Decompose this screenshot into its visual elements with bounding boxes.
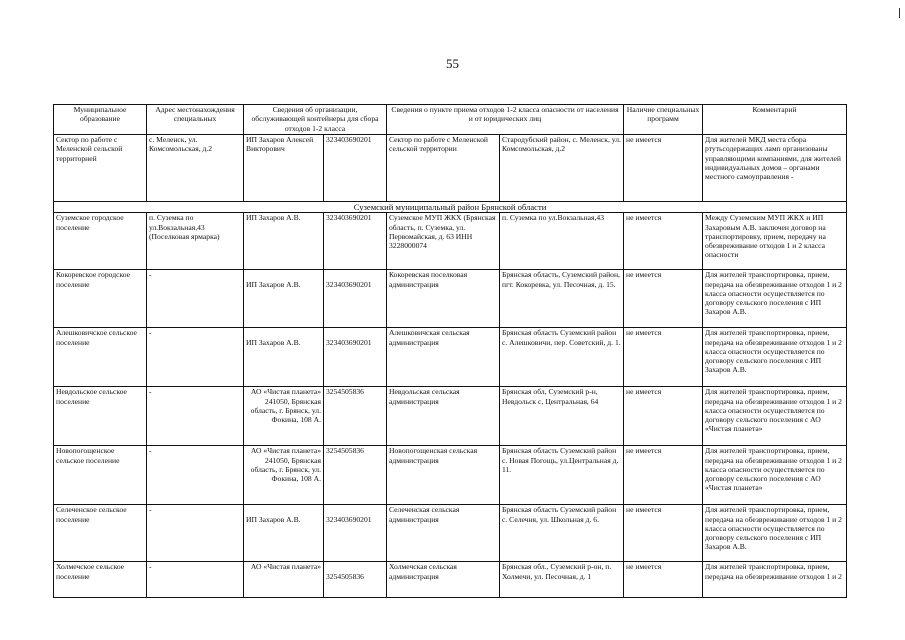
cell-municipality: Холмечское сельское поселение — [54, 562, 147, 598]
cell-point-name: Холмечская сельская администрация — [387, 562, 500, 598]
cell-comment: Для жителей транспортировка, прием, передача на обезвреживание отходов 1 и 2 класса опасности осуществляется по договору сельского поселения с АО «Чистая планета» — [703, 446, 847, 505]
cell-address: - — [147, 505, 244, 562]
cell-address: - — [147, 270, 244, 328]
cell-point-address: Брянская область Суземский район с. Новая Погощь, ул.Центральная д. 11. — [500, 446, 624, 505]
cell-address: - — [147, 328, 244, 387]
cell-point-address: Брянская обл, Суземский р-н, Невдольск с, Центральная, 64 — [500, 387, 624, 446]
region-title: Суземский муниципальный район Брянской области — [54, 202, 847, 213]
cell-organization: ИП Захаров Алексей Викторович — [244, 135, 324, 202]
cell-programs: не имеется — [624, 328, 703, 387]
cell-organization: ИП Захаров А.В. — [244, 270, 324, 328]
cell-comment: Для жителей транспортировка, прием, передача на обезвреживание отходов 1 и 2 класса опасности осуществляется по договору сельского поселения с ИП Захаров А.В. — [703, 328, 847, 387]
cell-programs: не имеется — [624, 505, 703, 562]
cell-point-address: Стародубский район, с. Меленск, ул. Комсомольская, д.2 — [500, 135, 624, 202]
waste-collection-table — [53, 104, 847, 598]
cell-address: с. Меленск, ул. Комсомольская, д.2 — [147, 135, 244, 202]
cell-programs: не имеется — [624, 446, 703, 505]
cell-point-name: Сектор по работе с Меленской сельской территории — [387, 135, 500, 202]
cell-inn: 323403690201 — [324, 270, 387, 328]
table-row — [54, 328, 847, 387]
cell-programs: не имеется — [624, 270, 703, 328]
cell-organization: АО «Чистая планета» 241050, Брянская область, г. Брянск, ул. Фокина, 108 А. — [244, 446, 324, 505]
cell-point-name: Невдольская сельская администрация — [387, 387, 500, 446]
cell-organization: ИП Захаров А.В. — [244, 328, 324, 387]
table-row — [54, 505, 847, 562]
cell-point-address: п. Суземка по ул.Вокзальная,43 — [500, 213, 624, 270]
cell-organization: АО «Чистая планета» 241050, Брянская область, г. Брянск, ул. Фокина, 108 А. — [244, 387, 324, 446]
cell-municipality: Кокоревское городское поселение — [54, 270, 147, 328]
cell-municipality: Сектор по работе с Меленской сельской территорией — [54, 135, 147, 202]
table-row — [54, 270, 847, 328]
cell-point-address: Брянская область Суземский район с. Селечня, ул. Школьная д. 6. — [500, 505, 624, 562]
table-row — [54, 213, 847, 270]
header-organization: Сведения об организации, обслуживающей контейнеры для сбора отходов 1-2 класса — [244, 105, 387, 135]
table-row — [54, 562, 847, 598]
cell-municipality: Суземское городское поселение — [54, 213, 147, 270]
cell-point-address: Брянская область Суземский район с. Алешковичи, пер. Советский, д. 1. — [500, 328, 624, 387]
table-row — [54, 387, 847, 446]
cell-comment: Для жителей МКД места сбора ртутьсодержащих ламп организованы управляющими компаниями, для жителей индивидуальных домов – органами местного самоуправления - — [703, 135, 847, 202]
edge-mark — [899, 8, 900, 18]
header-programs: Наличие специальных программ — [624, 105, 703, 135]
page-number: 55 — [446, 56, 459, 71]
cell-inn: 323403690201 — [324, 505, 387, 562]
cell-comment: Для жителей транспортировка, прием, передача на обезвреживание отходов 1 и 2 класса опасности осуществляется по договору сельского поселения с ИП Захаров А.В. — [703, 505, 847, 562]
cell-municipality: Селеченское сельское поселение — [54, 505, 147, 562]
cell-comment: Между Суземским МУП ЖКХ и ИП Захаровым А.В. заключен договор на транспортировку, прием, передачу на обезвреживание отходов 1 и 2 класса опасности — [703, 213, 847, 270]
header-row — [54, 105, 847, 135]
cell-municipality: Невдольское сельское поселение — [54, 387, 147, 446]
cell-point-name: Алешковичская сельская администрация — [387, 328, 500, 387]
cell-point-name: Суземское МУП ЖКХ (Брянская область, п. Суземка, ул. Первомайская, д. 63 ИНН 3228000074 — [387, 213, 500, 270]
header-municipality: Муниципальное образование — [54, 105, 147, 135]
table-row — [54, 135, 847, 202]
cell-point-name: Новопогощенская сельская администрация — [387, 446, 500, 505]
cell-programs: не имеется — [624, 135, 703, 202]
cell-organization: АО «Чистая планета» — [244, 562, 324, 598]
cell-point-address: Брянская область, Суземский район, пгт. Кокоревка, ул. Песочная, д. 15. — [500, 270, 624, 328]
cell-inn: 3254505836 — [324, 446, 387, 505]
cell-programs: не имеется — [624, 213, 703, 270]
cell-inn: 323403690201 — [324, 213, 387, 270]
cell-inn: 323403690201 — [324, 328, 387, 387]
cell-organization: ИП Захаров А.В. — [244, 505, 324, 562]
region-row — [54, 202, 847, 213]
cell-point-address: Брянская обл., Суземский р-он, п. Холмечи, ул. Песочная, д. 1 — [500, 562, 624, 598]
cell-municipality: Новопогощенское сельское поселение — [54, 446, 147, 505]
cell-programs: не имеется — [624, 387, 703, 446]
cell-address: п. Суземка по ул.Вокзальная,43 (Поселковая ярмарка) — [147, 213, 244, 270]
header-comment: Комментарий — [703, 105, 847, 135]
cell-point-name: Кокоревская поселковая администрация — [387, 270, 500, 328]
cell-address: - — [147, 562, 244, 598]
header-address: Адрес местонахождения специальных — [147, 105, 244, 135]
header-collection-point: Сведения о пункте приема отходов 1-2 класса опасности от населения и от юридических лиц — [387, 105, 624, 135]
cell-programs: не имеется — [624, 562, 703, 598]
cell-point-name: Селеченская сельская администрация — [387, 505, 500, 562]
cell-address: - — [147, 387, 244, 446]
cell-comment: Для жителей транспортировка, прием, передача на обезвреживание отходов 1 и 2 — [703, 562, 847, 598]
cell-inn: 3254505836 — [324, 387, 387, 446]
cell-municipality: Алешковичское сельское поселение — [54, 328, 147, 387]
cell-inn: 3254505836 — [324, 562, 387, 598]
cell-organization: ИП Захаров А.В. — [244, 213, 324, 270]
cell-address: - — [147, 446, 244, 505]
cell-comment: Для жителей транспортировка, прием, передача на обезвреживание отходов 1 и 2 класса опасности осуществляется по договору сельского поселения с АО «Чистая планета» — [703, 387, 847, 446]
table-row — [54, 446, 847, 505]
cell-inn: 323403690201 — [324, 135, 387, 202]
cell-comment: Для жителей транспортировка, прием, передача на обезвреживание отходов 1 и 2 класса опасности осуществляется по договору сельского поселения с ИП Захаров А.В. — [703, 270, 847, 328]
